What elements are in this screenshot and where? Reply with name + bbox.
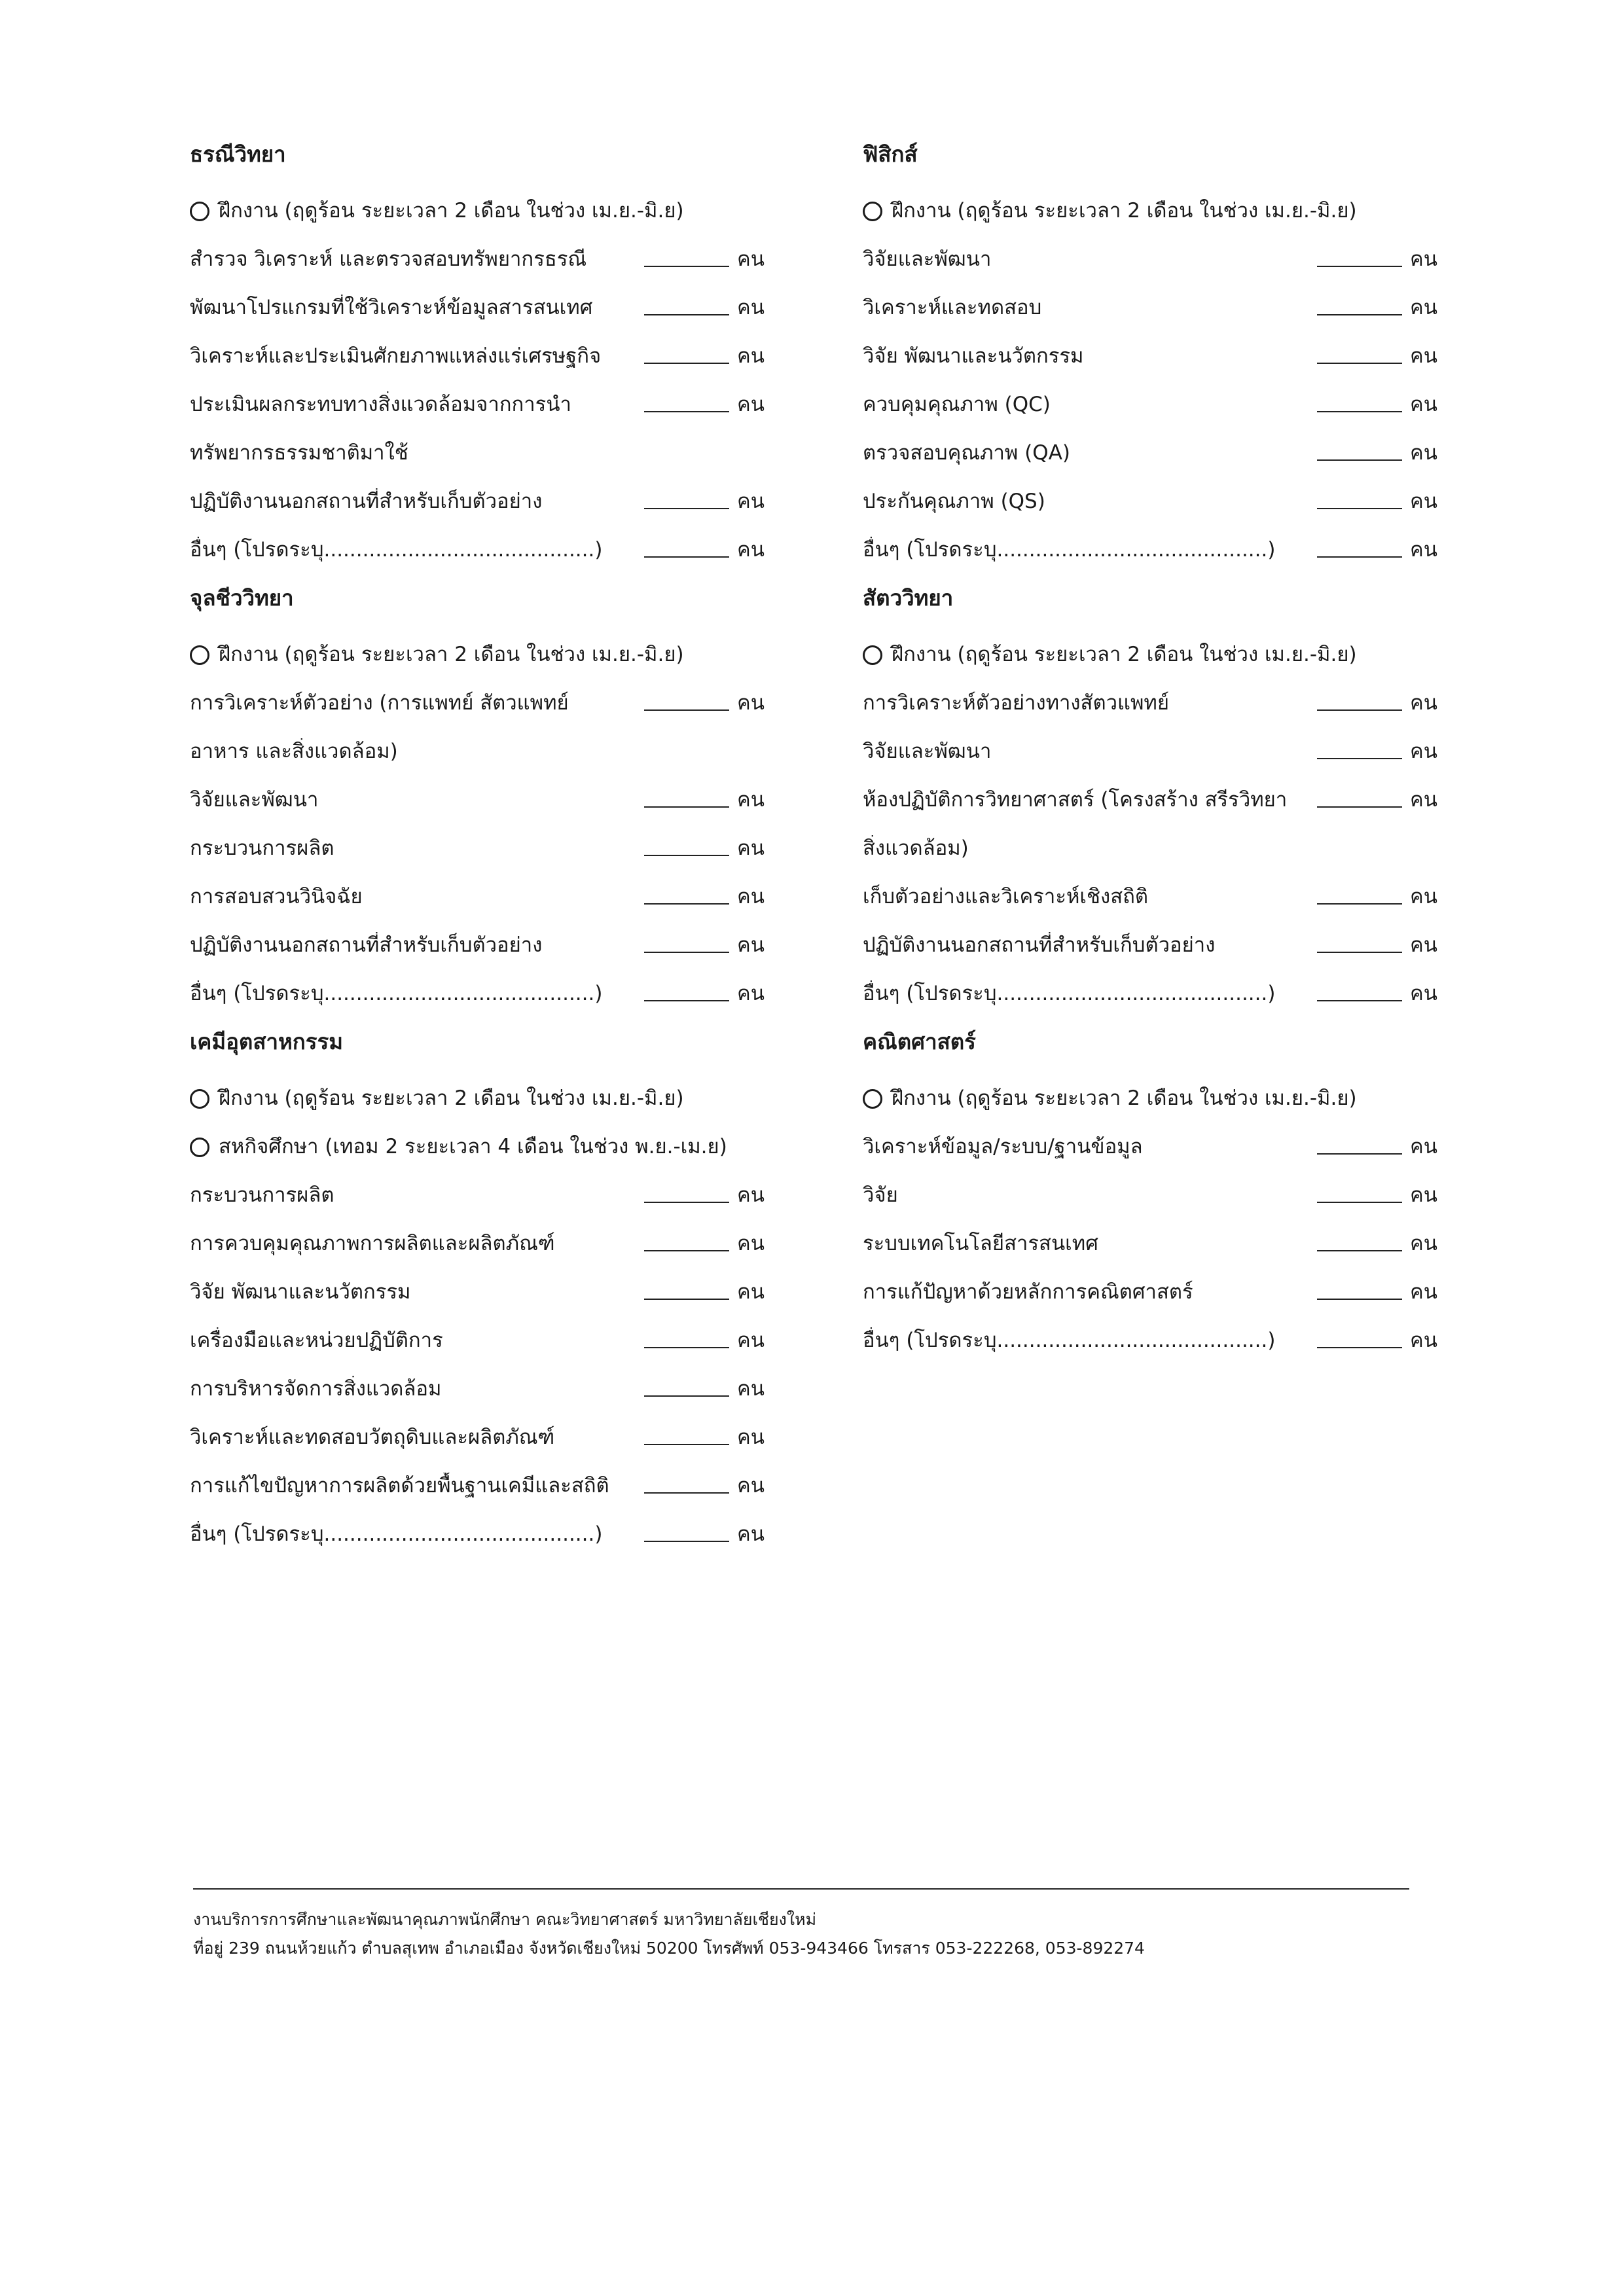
unit-label: คน <box>737 885 765 908</box>
position-row <box>863 229 1439 278</box>
count-blank[interactable] <box>1317 314 1402 315</box>
unit-label: คน <box>737 393 765 416</box>
unit-label: คน <box>1410 1135 1437 1158</box>
section <box>190 136 766 568</box>
position-row <box>863 915 1439 963</box>
position-label: วิจัยและพัฒนา <box>190 788 319 812</box>
count-blank[interactable] <box>644 1540 729 1542</box>
position-label: พัฒนาโปรแกรมที่ใช้วิเคราะห์ข้อมูลสารสนเทศ <box>190 296 593 319</box>
position-label: กระบวนการผลิต <box>190 836 334 860</box>
position-row <box>190 867 766 915</box>
count-blank[interactable] <box>644 1443 729 1445</box>
position-label: วิเคราะห์และทดสอบวัตถุดิบและผลิตภัณฑ์ <box>190 1426 555 1449</box>
position-row <box>190 520 766 568</box>
count-blank[interactable] <box>1317 507 1402 509</box>
position-row <box>863 278 1439 326</box>
position-label: ควบคุมคุณภาพ (QC) <box>863 393 1051 416</box>
position-row <box>190 770 766 818</box>
count-blank[interactable] <box>644 1201 729 1203</box>
position-label: เก็บตัวอย่างและวิเคราะห์เชิงสถิติ <box>863 885 1149 908</box>
position-row <box>190 1407 766 1456</box>
unit-label: คน <box>737 836 765 860</box>
option-label: ฝึกงาน (ฤดูร้อน ระยะเวลา 2 เดือน ในช่วง เม.ย.-มิ.ย) <box>219 643 684 666</box>
section-title: สัตววิทยา <box>863 585 954 611</box>
unit-label: คน <box>1410 1329 1437 1352</box>
position-row <box>190 915 766 963</box>
position-label: ปฏิบัติงานนอกสถานที่สำหรับเก็บตัวอย่าง <box>190 933 543 957</box>
position-label: การวิเคราะห์ตัวอย่าง (การแพทย์ สัตวแพทย์ <box>190 691 569 715</box>
radio-circle-icon[interactable] <box>863 645 882 665</box>
position-label: การแก้ไขปัญหาการผลิตด้วยพื้นฐานเคมีและสถิติ <box>190 1474 609 1498</box>
unit-label: คน <box>1410 393 1437 416</box>
position-row <box>863 818 1439 867</box>
position-label: วิเคราะห์และประเมินศักยภาพแหล่งแร่เศรษฐกิจ <box>190 344 602 368</box>
count-blank[interactable] <box>1317 459 1402 461</box>
section-title: ธรณีวิทยา <box>190 141 286 167</box>
position-label: ตรวจสอบคุณภาพ (QA) <box>863 441 1070 465</box>
count-blank[interactable] <box>644 709 729 711</box>
unit-label: คน <box>737 1183 765 1207</box>
unit-label: คน <box>1410 1232 1437 1255</box>
position-row <box>863 1117 1439 1165</box>
section <box>863 1024 1439 1359</box>
count-blank[interactable] <box>1317 556 1402 558</box>
unit-label: คน <box>737 1232 765 1255</box>
unit-label: คน <box>737 1522 765 1546</box>
unit-label: คน <box>1410 982 1437 1005</box>
position-label: การสอบสวนวินิจฉัย <box>190 885 363 908</box>
count-blank[interactable] <box>1317 1346 1402 1348</box>
position-label: ห้องปฏิบัติการวิทยาศาสตร์ (โครงสร้าง สรีรวิทยา <box>863 788 1288 812</box>
position-row <box>190 1310 766 1359</box>
unit-label: คน <box>1410 933 1437 957</box>
unit-label: คน <box>737 788 765 812</box>
radio-circle-icon[interactable] <box>863 1089 882 1109</box>
position-label: อื่นๆ (โปรดระบุ..........................................) <box>190 1522 603 1546</box>
program-option[interactable] <box>190 1068 766 1117</box>
position-row <box>190 1359 766 1407</box>
unit-label: คน <box>737 982 765 1005</box>
count-blank[interactable] <box>644 314 729 315</box>
unit-label: คน <box>1410 691 1437 715</box>
position-row <box>190 374 766 423</box>
radio-circle-icon[interactable] <box>190 1138 209 1157</box>
unit-label: คน <box>737 1474 765 1498</box>
count-blank[interactable] <box>644 903 729 905</box>
unit-label: คน <box>1410 247 1437 271</box>
position-row <box>863 963 1439 1012</box>
unit-label: คน <box>1410 296 1437 319</box>
count-blank[interactable] <box>1317 951 1402 953</box>
section <box>190 580 766 1012</box>
option-label: ฝึกงาน (ฤดูร้อน ระยะเวลา 2 เดือน ในช่วง เม.ย.-มิ.ย) <box>892 1086 1357 1110</box>
count-blank[interactable] <box>644 999 729 1001</box>
count-blank[interactable] <box>644 410 729 412</box>
footer-address: ที่อยู่ 239 ถนนห้วยแก้ว ตำบลสุเทพ อำเภอเมือง จังหวัดเชียงใหม่ 50200 โทรศัพท์ 053-943466 โทรสาร 053-222268, 053-892274 <box>193 1939 1145 1958</box>
position-label: วิเคราะห์และทดสอบ <box>863 296 1042 319</box>
unit-label: คน <box>737 490 765 513</box>
unit-label: คน <box>737 1329 765 1352</box>
unit-label: คน <box>1410 441 1437 465</box>
count-blank[interactable] <box>1317 1249 1402 1251</box>
position-label: ปฏิบัติงานนอกสถานที่สำหรับเก็บตัวอย่าง <box>190 490 543 513</box>
count-blank[interactable] <box>1317 1298 1402 1300</box>
count-blank[interactable] <box>644 1395 729 1397</box>
position-label: กระบวนการผลิต <box>190 1183 334 1207</box>
position-row <box>863 721 1439 770</box>
position-label: ทรัพยากรธรรมชาติมาใช้ <box>190 441 408 465</box>
option-label: ฝึกงาน (ฤดูร้อน ระยะเวลา 2 เดือน ในช่วง เม.ย.-มิ.ย) <box>892 199 1357 223</box>
section-title: คณิตศาสตร์ <box>863 1029 976 1054</box>
position-label: ระบบเทคโนโลยีสารสนเทศ <box>863 1232 1098 1255</box>
unit-label: คน <box>1410 740 1437 763</box>
footer-divider <box>193 1888 1409 1890</box>
position-label: เครื่องมือและหน่วยปฏิบัติการ <box>190 1329 443 1352</box>
program-option[interactable] <box>190 181 766 229</box>
position-row <box>190 1213 766 1262</box>
count-blank[interactable] <box>1317 999 1402 1001</box>
position-label: วิจัย <box>863 1183 898 1207</box>
position-row <box>190 229 766 278</box>
count-blank[interactable] <box>644 1492 729 1494</box>
program-option[interactable] <box>863 624 1439 673</box>
count-blank[interactable] <box>1317 806 1402 808</box>
unit-label: คน <box>737 538 765 562</box>
section-title: ฟิสิกส์ <box>863 141 918 167</box>
position-row <box>190 1504 766 1552</box>
position-row <box>863 673 1439 721</box>
position-row <box>863 1213 1439 1262</box>
count-blank[interactable] <box>1317 903 1402 905</box>
count-blank[interactable] <box>644 951 729 953</box>
position-row <box>190 1456 766 1504</box>
position-label: การแก้ปัญหาด้วยหลักการคณิตศาสตร์ <box>863 1280 1193 1304</box>
program-option[interactable] <box>863 1068 1439 1117</box>
count-blank[interactable] <box>1317 757 1402 759</box>
position-row <box>190 818 766 867</box>
option-label: ฝึกงาน (ฤดูร้อน ระยะเวลา 2 เดือน ในช่วง เม.ย.-มิ.ย) <box>219 199 684 223</box>
section <box>863 580 1439 1012</box>
position-row <box>190 1165 766 1213</box>
position-label: สำรวจ วิเคราะห์ และตรวจสอบทรัพยากรธรณี <box>190 247 587 271</box>
count-blank[interactable] <box>644 556 729 558</box>
count-blank[interactable] <box>1317 265 1402 267</box>
radio-circle-icon[interactable] <box>190 202 209 221</box>
count-blank[interactable] <box>1317 362 1402 364</box>
unit-label: คน <box>737 1377 765 1401</box>
position-label: ประเมินผลกระทบทางสิ่งแวดล้อมจากการนำ <box>190 393 571 416</box>
footer-office: งานบริการการศึกษาและพัฒนาคุณภาพนักศึกษา คณะวิทยาศาสตร์ มหาวิทยาลัยเชียงใหม่ <box>193 1910 817 1929</box>
position-row <box>863 471 1439 520</box>
position-label: การวิเคราะห์ตัวอย่างทางสัตวแพทย์ <box>863 691 1170 715</box>
unit-label: คน <box>737 691 765 715</box>
position-label: วิจัยและพัฒนา <box>863 740 992 763</box>
position-row <box>190 278 766 326</box>
position-label: ประกันคุณภาพ (QS) <box>863 490 1045 513</box>
position-label: สิ่งแวดล้อม) <box>863 836 969 860</box>
unit-label: คน <box>1410 885 1437 908</box>
position-label: อาหาร และสิ่งแวดล้อม) <box>190 740 398 763</box>
count-blank[interactable] <box>644 265 729 267</box>
position-row <box>190 423 766 471</box>
position-row <box>863 867 1439 915</box>
count-blank[interactable] <box>1317 709 1402 711</box>
unit-label: คน <box>1410 344 1437 368</box>
position-row <box>190 673 766 721</box>
count-blank[interactable] <box>644 1298 729 1300</box>
unit-label: คน <box>737 344 765 368</box>
left-column <box>190 131 766 1564</box>
position-label: การบริหารจัดการสิ่งแวดล้อม <box>190 1377 442 1401</box>
unit-label: คน <box>1410 1183 1437 1207</box>
position-label: อื่นๆ (โปรดระบุ..........................................) <box>863 538 1276 562</box>
position-row <box>190 471 766 520</box>
position-row <box>863 326 1439 374</box>
position-row <box>190 326 766 374</box>
position-label: อื่นๆ (โปรดระบุ..........................................) <box>863 982 1276 1005</box>
position-label: วิจัย พัฒนาและนวัตกรรม <box>190 1280 411 1304</box>
count-blank[interactable] <box>644 1249 729 1251</box>
position-row <box>863 770 1439 818</box>
position-label: อื่นๆ (โปรดระบุ..........................................) <box>863 1329 1276 1352</box>
position-row <box>863 1310 1439 1359</box>
unit-label: คน <box>737 296 765 319</box>
unit-label: คน <box>1410 490 1437 513</box>
section-title: จุลชีววิทยา <box>190 585 294 611</box>
count-blank[interactable] <box>644 806 729 808</box>
unit-label: คน <box>737 247 765 271</box>
position-row <box>863 520 1439 568</box>
unit-label: คน <box>1410 788 1437 812</box>
position-label: ปฏิบัติงานนอกสถานที่สำหรับเก็บตัวอย่าง <box>863 933 1216 957</box>
program-option[interactable] <box>190 624 766 673</box>
unit-label: คน <box>1410 538 1437 562</box>
position-row <box>190 963 766 1012</box>
section <box>190 1024 766 1552</box>
position-label: วิจัย พัฒนาและนวัตกรรม <box>863 344 1084 368</box>
position-label: การควบคุมคุณภาพการผลิตและผลิตภัณฑ์ <box>190 1232 555 1255</box>
option-label: ฝึกงาน (ฤดูร้อน ระยะเวลา 2 เดือน ในช่วง เม.ย.-มิ.ย) <box>219 1086 684 1110</box>
section <box>863 136 1439 568</box>
program-option[interactable] <box>863 181 1439 229</box>
count-blank[interactable] <box>644 854 729 856</box>
count-blank[interactable] <box>1317 410 1402 412</box>
unit-label: คน <box>737 1426 765 1449</box>
right-column <box>863 131 1439 1371</box>
position-label: วิจัยและพัฒนา <box>863 247 992 271</box>
unit-label: คน <box>737 933 765 957</box>
option-label: ฝึกงาน (ฤดูร้อน ระยะเวลา 2 เดือน ในช่วง เม.ย.-มิ.ย) <box>892 643 1357 666</box>
unit-label: คน <box>737 1280 765 1304</box>
position-label: วิเคราะห์ข้อมูล/ระบบ/ฐานข้อมูล <box>863 1135 1143 1158</box>
position-label: อื่นๆ (โปรดระบุ..........................................) <box>190 538 603 562</box>
option-label: สหกิจศึกษา (เทอม 2 ระยะเวลา 4 เดือน ในช่วง พ.ย.-เม.ย) <box>219 1135 727 1158</box>
count-blank[interactable] <box>1317 1201 1402 1203</box>
program-option[interactable] <box>190 1117 766 1165</box>
radio-circle-icon[interactable] <box>190 1089 209 1109</box>
position-row <box>863 423 1439 471</box>
radio-circle-icon[interactable] <box>190 645 209 665</box>
footer <box>193 1888 1409 1963</box>
count-blank[interactable] <box>644 1346 729 1348</box>
count-blank[interactable] <box>1317 1153 1402 1155</box>
position-row <box>190 1262 766 1310</box>
unit-label: คน <box>1410 1280 1437 1304</box>
count-blank[interactable] <box>644 507 729 509</box>
position-row <box>863 1165 1439 1213</box>
position-row <box>863 1262 1439 1310</box>
radio-circle-icon[interactable] <box>863 202 882 221</box>
section-title: เคมีอุตสาหกรรม <box>190 1029 343 1054</box>
position-row <box>863 374 1439 423</box>
count-blank[interactable] <box>644 362 729 364</box>
position-label: อื่นๆ (โปรดระบุ..........................................) <box>190 982 603 1005</box>
position-row <box>190 721 766 770</box>
